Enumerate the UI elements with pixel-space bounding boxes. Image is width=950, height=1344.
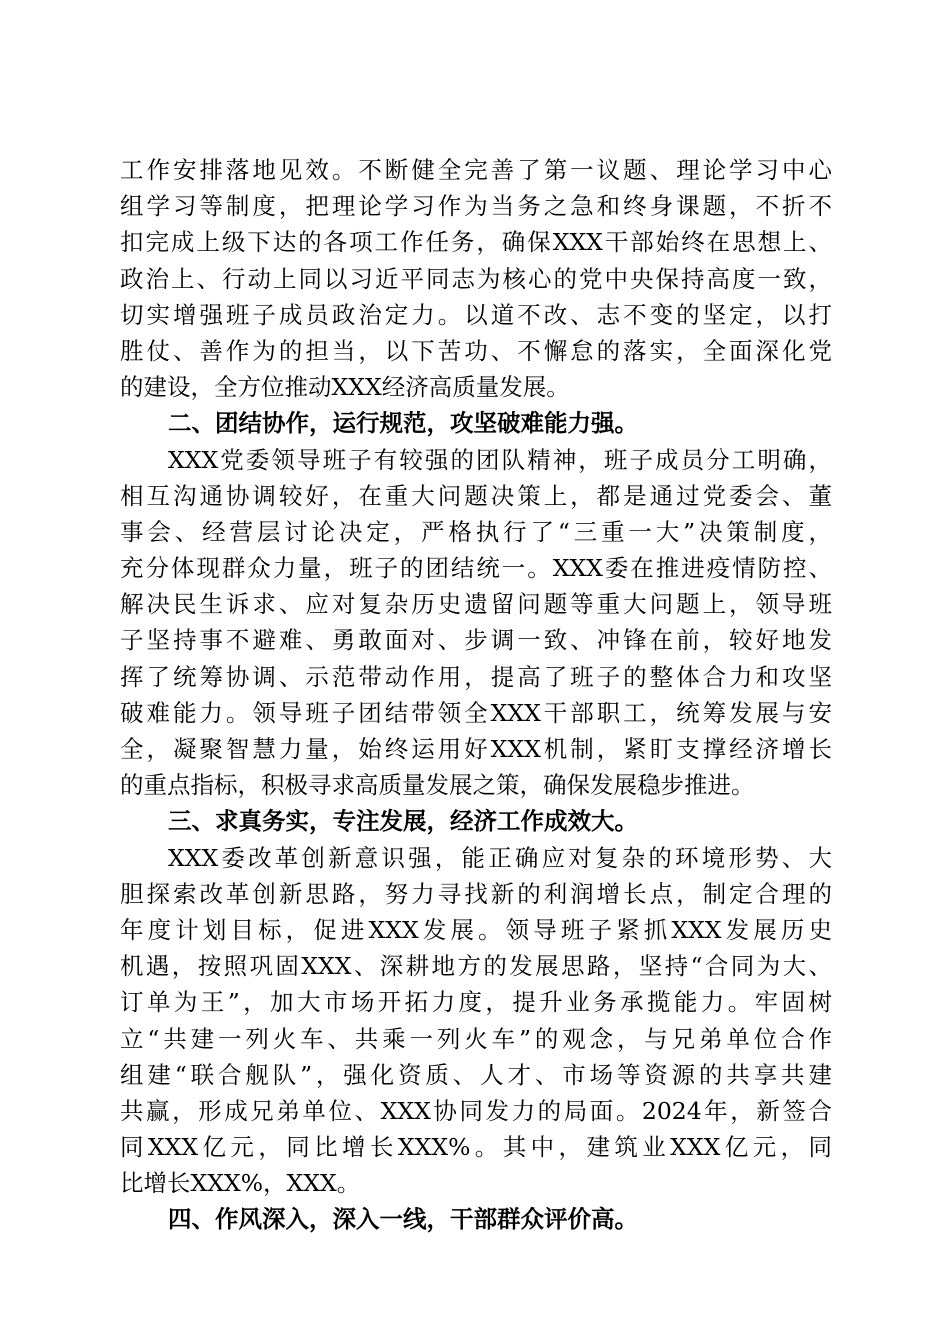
text-line: 订单为王”，加大市场开拓力度，提升业务承揽能力。牢固树 — [120, 988, 832, 1017]
text-line: 立“共建一列火车、共乘一列火车”的观念，与兄弟单位合作 — [120, 1024, 832, 1053]
text-line: 共赢，形成兄弟单位、XXX协同发力的局面。2024年，新签合 — [120, 1096, 832, 1125]
section-heading: 四、作风深入，深入一线，干部群众评价高。 — [168, 1205, 638, 1234]
section-heading: 三、求真务实，专注发展，经济工作成效大。 — [168, 807, 638, 836]
text-line: 同XXX亿元，同比增长XXX%。其中，建筑业XXX亿元，同 — [120, 1133, 832, 1162]
text-line: 子坚持事不避难、勇敢面对、步调一致、冲锋在前，较好地发 — [120, 626, 832, 655]
text-line: 机遇，按照巩固XXX、深耕地方的发展思路，坚持“合同为大、 — [120, 952, 832, 981]
text-line: 充分体现群众力量，班子的团结统一。XXX委在推进疫情防控、 — [120, 554, 832, 583]
text-line: 扣完成上级下达的各项工作任务，确保XXX干部始终在思想上、 — [120, 228, 832, 257]
text-line: XXX委改革创新意识强，能正确应对复杂的环境形势、大 — [168, 843, 832, 872]
text-line: 事会、经营层讨论决定，严格执行了“三重一大”决策制度， — [120, 517, 832, 546]
text-line: 的建设，全方位推动XXX经济高质量发展。 — [120, 373, 570, 402]
text-line: 全，凝聚智慧力量，始终运用好XXX机制，紧盯支撑经济增长 — [120, 735, 832, 763]
text-line: 相互沟通协调较好，在重大问题决策上，都是通过党委会、董 — [120, 481, 832, 510]
document-page — [120, 152, 832, 1238]
text-line: 胜仗、善作为的担当，以下苦功、不懈怠的落实，全面深化党 — [120, 336, 832, 365]
text-line: 挥了统筹协调、示范带动作用，提高了班子的整体合力和攻坚 — [120, 662, 832, 691]
text-line: 工作安排落地见效。不断健全完善了第一议题、理论学习中心 — [120, 156, 832, 184]
text-line: 政治上、行动上同以习近平同志为核心的党中央保持高度一致， — [120, 264, 832, 293]
text-line: 年度计划目标，促进XXX发展。领导班子紧抓XXX发展历史 — [120, 915, 832, 944]
text-line: 的重点指标，积极寻求高质量发展之策，确保发展稳步推进。 — [120, 771, 755, 800]
text-line: 破难能力。领导班子团结带领全XXX干部职工，统筹发展与安 — [120, 698, 832, 727]
text-line: 比增长XXX%，XXX。 — [120, 1169, 361, 1198]
text-line: 组建“联合舰队”，强化资质、人才、市场等资源的共享共建 — [120, 1060, 832, 1089]
text-line: 胆探索改革创新思路，努力寻找新的利润增长点，制定合理的 — [120, 879, 832, 908]
section-heading: 二、团结协作，运行规范，攻坚破难能力强。 — [168, 409, 638, 438]
text-line: XXX党委领导班子有较强的团队精神，班子成员分工明确， — [168, 445, 832, 474]
text-line: 解决民生诉求、应对复杂历史遗留问题等重大问题上，领导班 — [120, 590, 832, 619]
text-line: 组学习等制度，把理论学习作为当务之急和终身课题，不折不 — [120, 192, 832, 221]
text-line: 切实增强班子成员政治定力。以道不改、志不变的坚定，以打 — [120, 300, 832, 329]
